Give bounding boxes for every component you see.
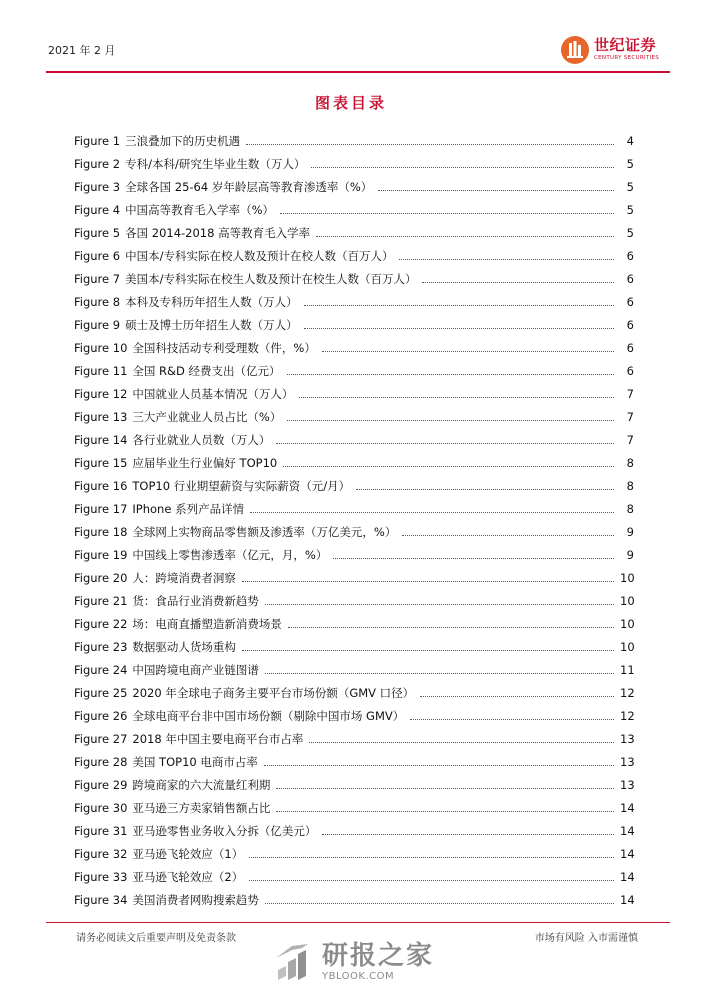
- toc-page-number: 7: [626, 387, 634, 401]
- toc-figure-number: Figure 30: [74, 801, 128, 815]
- toc-figure-number: Figure 31: [74, 824, 128, 838]
- toc-entry[interactable]: [74, 823, 634, 846]
- toc-entry[interactable]: [74, 731, 634, 754]
- toc-entry[interactable]: [74, 248, 634, 271]
- toc-leader-dots: [378, 190, 614, 191]
- toc-figure-number: Figure 5: [74, 226, 121, 240]
- toc-page-number: 10: [620, 594, 635, 608]
- toc-caption: 亚马逊零售业务收入分拆（亿美元）: [132, 824, 317, 838]
- toc-page-number: 9: [626, 525, 634, 539]
- toc-caption: 亚马逊飞轮效应（2）: [132, 870, 244, 884]
- toc-page-number: 5: [626, 180, 634, 194]
- toc-leader-dots: [265, 673, 614, 674]
- toc-page-number: 5: [626, 226, 634, 240]
- toc-entry[interactable]: [74, 846, 634, 869]
- toc-page-number: 13: [620, 732, 635, 746]
- toc-caption: 硕士及博士历年招生人数（万人）: [125, 318, 298, 332]
- toc-caption: 2018 年中国主要电商平台市占率: [132, 732, 304, 746]
- toc-page-number: 7: [626, 410, 634, 424]
- toc-page-number: 10: [620, 571, 635, 585]
- toc-caption: 全国 R&D 经费支出（亿元）: [132, 364, 281, 378]
- toc-page-number: 8: [626, 502, 634, 516]
- toc-caption: 各行业就业人员数（万人）: [132, 433, 271, 447]
- footer-disclaimer: 请务必阅读文后重要声明及免责条款: [76, 933, 236, 944]
- toc-leader-dots: [410, 719, 614, 720]
- toc-entry[interactable]: [74, 478, 634, 501]
- toc-leader-dots: [249, 880, 614, 881]
- toc-caption: 亚马逊三方卖家销售额占比: [132, 801, 271, 815]
- toc-caption: 货：食品行业消费新趋势: [132, 594, 259, 608]
- toc-caption: 中国跨境电商产业链图谱: [132, 663, 259, 677]
- watermark: [272, 940, 434, 984]
- toc-caption: 全国科技活动专利受理数（件，%）: [132, 341, 316, 355]
- toc-entry[interactable]: [74, 639, 634, 662]
- toc-figure-number: Figure 23: [74, 640, 128, 654]
- toc-figure-number: Figure 34: [74, 893, 128, 907]
- logo-name-en: CENTURY SECURITIES: [594, 55, 660, 62]
- toc-figure-number: Figure 16: [74, 479, 128, 493]
- toc-leader-dots: [356, 489, 614, 490]
- toc-figure-number: Figure 21: [74, 594, 128, 608]
- toc-page-number: 6: [626, 272, 634, 286]
- toc-figure-number: Figure 28: [74, 755, 128, 769]
- toc-leader-dots: [422, 282, 614, 283]
- watermark-url: YBLOOK.COM: [322, 970, 395, 982]
- toc-figure-number: Figure 12: [74, 387, 128, 401]
- toc-caption: 跨境商家的六大流量红利期: [132, 778, 271, 792]
- toc-page-number: 5: [626, 203, 634, 217]
- toc-caption: 全球网上实物商品零售额及渗透率（万亿美元，%）: [132, 525, 397, 539]
- footer-risk-notice: 市场有风险 入市需谨慎: [534, 933, 638, 944]
- report-date: 2021 年 2 月: [48, 44, 116, 57]
- toc-page-number: 9: [626, 548, 634, 562]
- toc-leader-dots: [264, 765, 614, 766]
- toc-caption: 各国 2014-2018 高等教育毛入学率: [125, 226, 311, 240]
- toc-page-number: 7: [626, 433, 634, 447]
- toc-figure-number: Figure 22: [74, 617, 128, 631]
- toc-leader-dots: [246, 144, 614, 145]
- toc-figure-number: Figure 17: [74, 502, 128, 516]
- toc-page-number: 4: [626, 134, 634, 148]
- toc-caption: 美国 TOP10 电商市占率: [132, 755, 258, 769]
- toc-leader-dots: [402, 535, 614, 536]
- toc-caption: 中国本/专科实际在校人数及预计在校人数（百万人）: [125, 249, 394, 263]
- century-securities-logo-icon: [560, 35, 590, 65]
- toc-page-number: 8: [626, 456, 634, 470]
- toc-caption: 全球电商平台非中国市场份额（剔除中国市场 GMV）: [132, 709, 405, 723]
- toc-caption: 三浪叠加下的历史机遇: [125, 134, 241, 148]
- toc-page-number: 6: [626, 364, 634, 378]
- toc-figure-number: Figure 11: [74, 364, 128, 378]
- toc-caption: 美国本/专科实际在校生人数及预计在校生人数（百万人）: [125, 272, 417, 286]
- toc-leader-dots: [304, 328, 614, 329]
- footer-divider: [46, 922, 670, 923]
- toc-figure-number: Figure 18: [74, 525, 128, 539]
- toc-page-number: 5: [626, 157, 634, 171]
- toc-caption: 亚马逊飞轮效应（1）: [132, 847, 244, 861]
- toc-page-number: 6: [626, 341, 634, 355]
- toc-page-number: 13: [620, 755, 635, 769]
- toc-page-number: 14: [620, 801, 635, 815]
- toc-leader-dots: [288, 627, 614, 628]
- toc-figure-number: Figure 10: [74, 341, 128, 355]
- toc-entry[interactable]: [74, 685, 634, 708]
- toc-figure-number: Figure 26: [74, 709, 128, 723]
- toc-entry[interactable]: [74, 386, 634, 409]
- toc-entry[interactable]: [74, 432, 634, 455]
- toc-figure-number: Figure 4: [74, 203, 121, 217]
- toc-figure-number: Figure 20: [74, 571, 128, 585]
- toc-entry[interactable]: [74, 271, 634, 294]
- toc-page-number: 12: [620, 686, 635, 700]
- toc-figure-number: Figure 33: [74, 870, 128, 884]
- toc-entry[interactable]: [74, 340, 634, 363]
- figure-list: [74, 133, 634, 915]
- toc-leader-dots: [299, 397, 614, 398]
- toc-page-number: 14: [620, 847, 635, 861]
- toc-caption: 2020 年全球电子商务主要平台市场份额（GMV 口径）: [132, 686, 415, 700]
- toc-caption: 场：电商直播塑造新消费场景: [132, 617, 282, 631]
- toc-page-number: 6: [626, 249, 634, 263]
- toc-figure-number: Figure 7: [74, 272, 121, 286]
- watermark-bars-icon: [272, 940, 316, 984]
- toc-entry[interactable]: [74, 363, 634, 386]
- toc-entry[interactable]: [74, 892, 634, 915]
- toc-entry[interactable]: [74, 179, 634, 202]
- toc-entry[interactable]: [74, 777, 634, 800]
- toc-leader-dots: [242, 650, 614, 651]
- toc-entry[interactable]: [74, 225, 634, 248]
- toc-entry[interactable]: [74, 593, 634, 616]
- toc-entry[interactable]: [74, 869, 634, 892]
- toc-figure-number: Figure 19: [74, 548, 128, 562]
- toc-caption: 全球各国 25-64 岁年龄层高等教育渗透率（%）: [125, 180, 373, 194]
- toc-entry[interactable]: [74, 708, 634, 731]
- toc-leader-dots: [304, 305, 614, 306]
- logo-name-cn: 世纪证券: [594, 36, 657, 55]
- toc-entry[interactable]: [74, 570, 634, 593]
- toc-page-number: 8: [626, 479, 634, 493]
- toc-figure-number: Figure 3: [74, 180, 121, 194]
- company-logo: [560, 34, 659, 66]
- toc-entry[interactable]: [74, 133, 634, 156]
- toc-leader-dots: [333, 558, 614, 559]
- toc-leader-dots: [276, 811, 614, 812]
- toc-caption: 三大产业就业人员占比（%）: [132, 410, 282, 424]
- toc-figure-number: Figure 1: [74, 134, 121, 148]
- toc-figure-number: Figure 6: [74, 249, 121, 263]
- toc-entry[interactable]: [74, 547, 634, 570]
- toc-page-number: 14: [620, 893, 635, 907]
- toc-leader-dots: [311, 167, 614, 168]
- toc-leader-dots: [309, 742, 614, 743]
- toc-entry[interactable]: [74, 317, 634, 340]
- toc-entry[interactable]: [74, 754, 634, 777]
- toc-caption: 中国高等教育毛入学率（%）: [125, 203, 275, 217]
- toc-figure-number: Figure 27: [74, 732, 128, 746]
- toc-page-number: 6: [626, 318, 634, 332]
- toc-leader-dots: [280, 213, 614, 214]
- toc-leader-dots: [283, 466, 614, 467]
- toc-title: 图表目录: [314, 94, 387, 112]
- toc-leader-dots: [322, 834, 614, 835]
- toc-page-number: 6: [626, 295, 634, 309]
- toc-leader-dots: [250, 512, 614, 513]
- toc-leader-dots: [420, 696, 614, 697]
- toc-figure-number: Figure 14: [74, 433, 128, 447]
- toc-figure-number: Figure 29: [74, 778, 128, 792]
- toc-entry[interactable]: [74, 409, 634, 432]
- toc-figure-number: Figure 9: [74, 318, 121, 332]
- toc-leader-dots: [276, 443, 614, 444]
- toc-entry[interactable]: [74, 616, 634, 639]
- toc-caption: 中国就业人员基本情况（万人）: [132, 387, 294, 401]
- toc-entry[interactable]: [74, 455, 634, 478]
- toc-figure-number: Figure 13: [74, 410, 128, 424]
- toc-leader-dots: [287, 374, 614, 375]
- toc-figure-number: Figure 24: [74, 663, 128, 677]
- toc-page-number: 14: [620, 870, 635, 884]
- toc-page-number: 10: [620, 617, 635, 631]
- toc-leader-dots: [322, 351, 614, 352]
- toc-entry[interactable]: [74, 524, 634, 547]
- toc-leader-dots: [287, 420, 614, 421]
- toc-caption: 本科及专科历年招生人数（万人）: [125, 295, 298, 309]
- toc-leader-dots: [249, 857, 614, 858]
- toc-caption: 专科/本科/研究生毕业生数（万人）: [125, 157, 306, 171]
- watermark-name: 研报之家: [322, 940, 435, 971]
- toc-leader-dots: [265, 903, 614, 904]
- toc-caption: TOP10 行业期望薪资与实际薪资（元/月）: [132, 479, 351, 493]
- toc-entry[interactable]: [74, 294, 634, 317]
- toc-leader-dots: [265, 604, 614, 605]
- toc-figure-number: Figure 2: [74, 157, 121, 171]
- toc-figure-number: Figure 25: [74, 686, 128, 700]
- toc-caption: 应届毕业生行业偏好 TOP10: [132, 456, 278, 470]
- toc-page-number: 13: [620, 778, 635, 792]
- toc-entry[interactable]: [74, 800, 634, 823]
- header-divider: [46, 71, 670, 73]
- toc-page-number: 14: [620, 824, 635, 838]
- toc-page-number: 10: [620, 640, 635, 654]
- toc-entry[interactable]: [74, 501, 634, 524]
- toc-leader-dots: [399, 259, 614, 260]
- toc-caption: 数据驱动人货场重构: [132, 640, 236, 654]
- toc-caption: IPhone 系列产品详情: [132, 502, 245, 516]
- toc-caption: 中国线上零售渗透率（亿元，月，%）: [132, 548, 328, 562]
- toc-figure-number: Figure 15: [74, 456, 128, 470]
- toc-entry[interactable]: [74, 662, 634, 685]
- toc-entry[interactable]: [74, 156, 634, 179]
- toc-page-number: 11: [620, 663, 635, 677]
- toc-leader-dots: [276, 788, 614, 789]
- toc-leader-dots: [242, 581, 614, 582]
- toc-figure-number: Figure 8: [74, 295, 121, 309]
- toc-page-number: 12: [620, 709, 635, 723]
- toc-leader-dots: [316, 236, 614, 237]
- toc-caption: 人：跨境消费者洞察: [132, 571, 236, 585]
- toc-figure-number: Figure 32: [74, 847, 128, 861]
- toc-entry[interactable]: [74, 202, 634, 225]
- toc-caption: 美国消费者网购搜索趋势: [132, 893, 259, 907]
